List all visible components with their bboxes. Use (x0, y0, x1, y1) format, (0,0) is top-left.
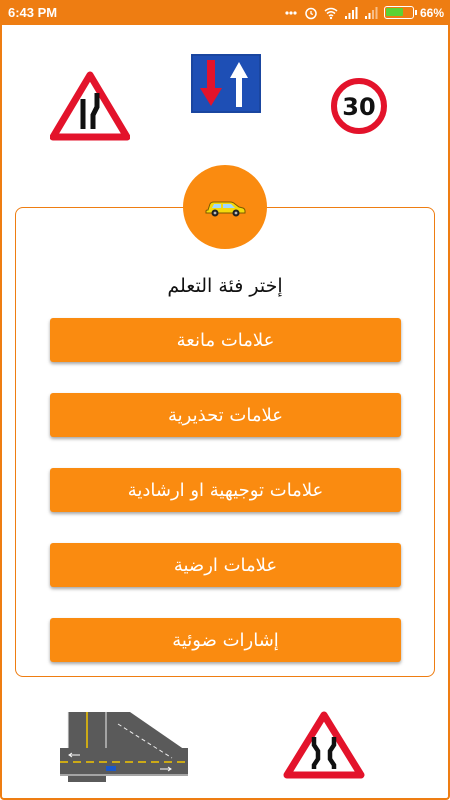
warning-signs-button[interactable]: علامات تحذيرية (50, 393, 401, 437)
choose-category-title: إختر فئة التعلم (167, 275, 283, 297)
alarm-clock-icon (304, 6, 318, 20)
wifi-icon (324, 6, 338, 20)
speed-limit-30-sign-icon (331, 78, 387, 134)
battery-percent: 66% (419, 5, 444, 20)
road-junction-illustration-icon (60, 712, 188, 782)
notification-dots-icon (284, 6, 298, 20)
traffic-lights-button[interactable]: إشارات ضوئية (50, 618, 401, 662)
battery-icon (384, 6, 414, 19)
car-badge (183, 165, 267, 249)
road-markings-button[interactable]: علامات ارضية (50, 543, 401, 587)
battery-level-fill (386, 8, 403, 16)
signal-strength-icon-2 (364, 6, 378, 20)
status-bar (0, 0, 450, 25)
road-narrows-both-sides-warning-sign-icon (283, 711, 365, 779)
guidance-signs-button[interactable]: علامات توجيهية او ارشادية (50, 468, 401, 512)
priority-over-oncoming-traffic-sign-icon (189, 52, 263, 115)
car-icon (204, 196, 246, 218)
signal-strength-icon (344, 6, 358, 20)
speed-limit-value: 30 (342, 93, 376, 121)
prohibitory-signs-button[interactable]: علامات مانعة (50, 318, 401, 362)
status-time: 6:43 PM (8, 5, 58, 20)
road-narrows-right-warning-sign-icon (50, 71, 130, 141)
status-icons (284, 4, 444, 21)
